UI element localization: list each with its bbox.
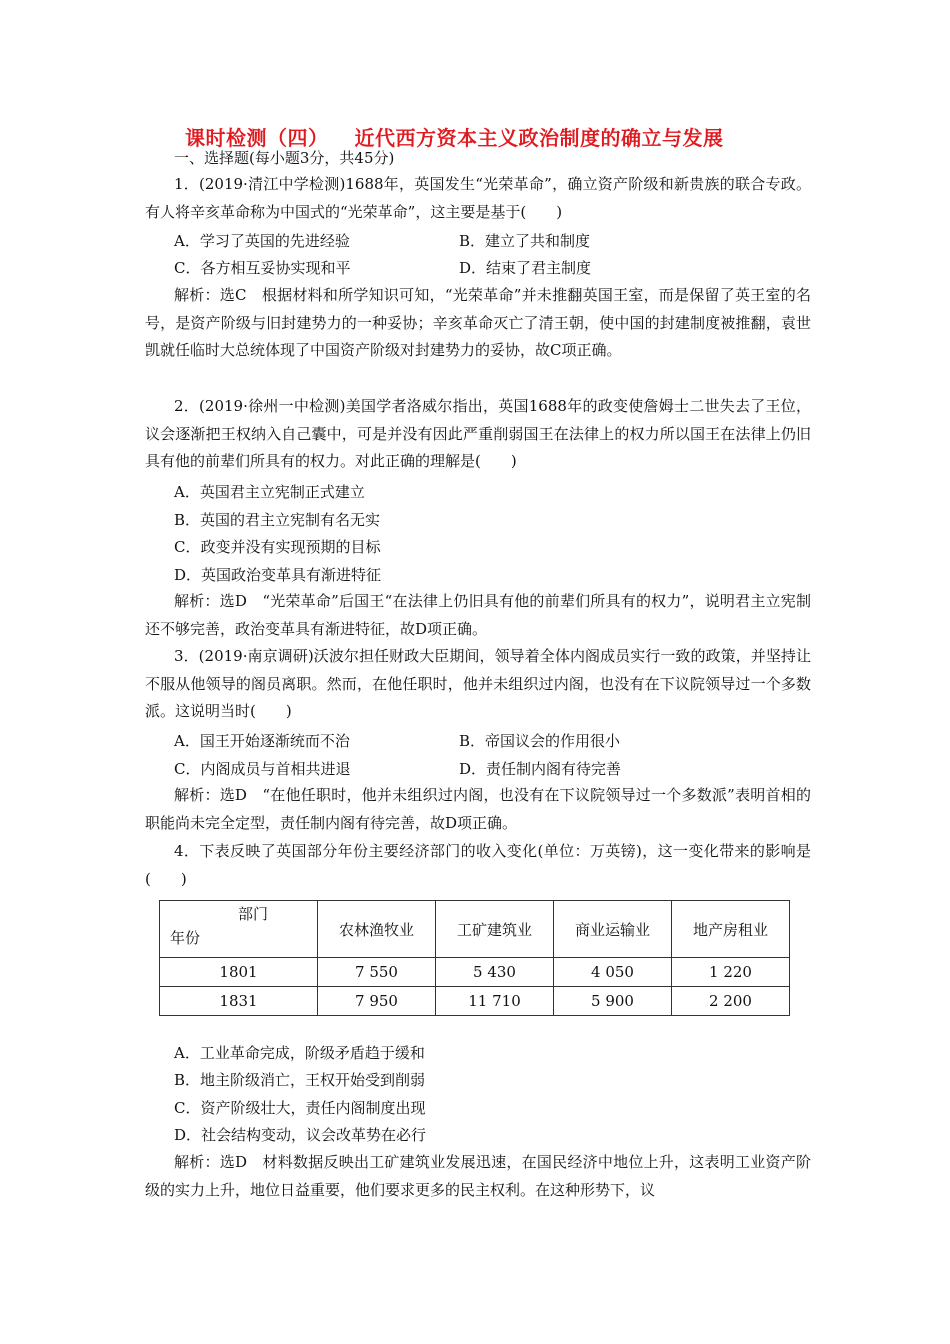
- q2-option-a: A．英国君主立宪制正式建立: [174, 483, 365, 501]
- table-header-cell: 商业运输业: [554, 901, 672, 958]
- question-2-stem: 2．(2019·徐州一中检测)美国学者洛威尔指出，英国1688年的政变使詹姆士二世失去了王位，议会逐渐把王权纳入自己囊中，可是并没有因此严重削弱国王在法律上的权力所以国王在法律上仍旧具有他的前辈们所具有的权力。对此正确的理解是( ): [145, 397, 811, 470]
- table-cell: 11 710: [436, 987, 554, 1016]
- q3-option-b: B．帝国议会的作用很小: [459, 732, 621, 750]
- q4-option-b: B．地主阶级消亡，王权开始受到削弱: [174, 1071, 426, 1089]
- q4-analysis: 解析：选D 材料数据反映出工矿建筑业发展迅速，在国民经济中地位上升，这表明工业资产阶级的实力上升，地位日益重要，他们要求更多的民主权利。在这种形势下，议: [145, 1153, 811, 1199]
- q3-analysis: 解析：选D “在他任职时，他并未组织过内阁，也没有在下议院领导过一个多数派”表明首相的职能尚未完全定型，责任制内阁有待完善，故D项正确。: [145, 786, 811, 832]
- table-cell: 1 220: [672, 958, 790, 987]
- q3-option-a: A．国王开始逐渐统而不治: [174, 732, 350, 750]
- table-corner-year: 年份: [170, 929, 201, 947]
- q3-option-c: C．内阁成员与首相共进退: [174, 760, 351, 778]
- section-heading: 一、选择题(每小题3分，共45分): [174, 149, 395, 167]
- table-cell: 4 050: [554, 958, 672, 987]
- q4-option-a: A．工业革命完成，阶级矛盾趋于缓和: [174, 1044, 425, 1062]
- q4-option-d: D．社会结构变动，议会改革势在必行: [174, 1126, 427, 1144]
- title-part-1: 课时检测（四）: [185, 126, 329, 150]
- q1-option-d: D．结束了君主制度: [459, 259, 592, 277]
- table-cell: 1801: [160, 958, 318, 987]
- table-row: [160, 958, 790, 987]
- title-part-2: 近代西方资本主义政治制度的确立与发展: [354, 126, 724, 150]
- table-row: [160, 987, 790, 1016]
- table-cell: 5 430: [436, 958, 554, 987]
- table-header-cell: 地产房租业: [672, 901, 790, 958]
- table-cell: 7 950: [318, 987, 436, 1016]
- income-table: [159, 900, 790, 1016]
- table-header-row: [160, 901, 790, 958]
- table-header-cell: 农林渔牧业: [318, 901, 436, 958]
- question-4-stem: 4．下表反映了英国部分年份主要经济部门的收入变化(单位：万英镑)，这一变化带来的影响是( ): [145, 842, 811, 888]
- page-title: [185, 122, 825, 151]
- table-cell: 1831: [160, 987, 318, 1016]
- table-cell: 2 200: [672, 987, 790, 1016]
- question-3-stem: 3．(2019·南京调研)沃波尔担任财政大臣期间，领导着全体内阁成员实行一致的政策，并坚持让不服从他领导的阁员离职。然而，在他任职时，他并未组织过内阁，也没有在下议院领导过一个多数派。这说明当时( ): [145, 647, 811, 720]
- q3-option-d: D．责任制内阁有待完善: [459, 760, 622, 778]
- q1-option-a: A．学习了英国的先进经验: [174, 232, 350, 250]
- q1-option-b: B．建立了共和制度: [459, 232, 591, 250]
- q4-option-c: C．资产阶级壮大，责任内阁制度出现: [174, 1099, 426, 1117]
- table-cell: 7 550: [318, 958, 436, 987]
- q2-analysis: 解析：选D “光荣革命”后国王“在法律上仍旧具有他的前辈们所具有的权力”，说明君主立宪制还不够完善，政治变革具有渐进特征，故D项正确。: [145, 592, 811, 638]
- question-1-stem: 1．(2019·清江中学检测)1688年，英国发生“光荣革命”，确立资产阶级和新贵族的联合专政。有人将辛亥革命称为中国式的“光荣革命”，这主要是基于( ): [145, 175, 811, 221]
- table-cell: 5 900: [554, 987, 672, 1016]
- q2-option-d: D．英国政治变革具有渐进特征: [174, 566, 382, 584]
- q2-option-c: C．政变并没有实现预期的目标: [174, 538, 381, 556]
- table-corner-cell: [160, 901, 318, 958]
- table-header-cell: 工矿建筑业: [436, 901, 554, 958]
- q2-option-b: B．英国的君主立宪制有名无实: [174, 511, 381, 529]
- table-corner-department: 部门: [238, 905, 269, 923]
- q1-analysis: 解析：选C 根据材料和所学知识可知，“光荣革命”并未推翻英国王室，而是保留了英王室的名号，是资产阶级与旧封建势力的一种妥协；辛亥革命灭亡了清王朝，使中国的封建制度被推翻，袁世凯就任临时大总统体现了中国资产阶级对封建势力的妥协，故C项正确。: [145, 286, 811, 359]
- q1-option-c: C．各方相互妥协实现和平: [174, 259, 351, 277]
